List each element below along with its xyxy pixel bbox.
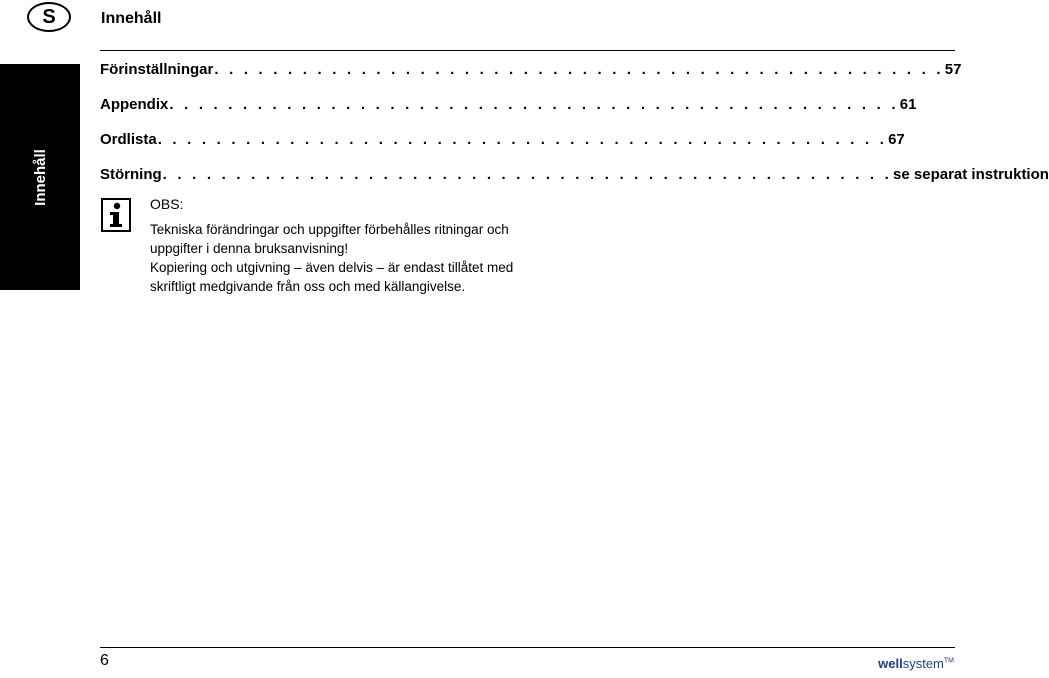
side-tab <box>0 64 80 290</box>
toc-entry-label: Appendix <box>100 96 169 113</box>
toc-leader-dots: . . . . . . . . . . . . . . . . . . . . . . . . . . . . . . . . . . . . . . . . . . . . . . . . . . <box>169 96 899 113</box>
toc-entry[interactable] <box>100 129 905 164</box>
brand-trademark: TM <box>943 657 954 665</box>
brand-part-2: system <box>902 656 944 671</box>
toc-entry-page: 57 <box>944 61 962 78</box>
notice-text: Kopiering och utgivning – även delvis – är endast tillåtet med skriftligt medgivande från oss och med källangivelse. <box>150 260 514 294</box>
toc-leader-dots: . . . . . . . . . . . . . . . . . . . . . . . . . . . . . . . . . . . . . . . . . . . . . . . . . . <box>214 61 944 78</box>
notice-title: OBS: <box>150 196 184 212</box>
language-badge <box>27 2 71 32</box>
table-of-contents <box>100 59 1049 199</box>
toc-leader-dots: . . . . . . . . . . . . . . . . . . . . . . . . . . . . . . . . . . . . . . . . . . . . . . . . . . <box>157 131 888 148</box>
page-number: 6 <box>100 652 109 669</box>
toc-entry-label: Förinställningar <box>100 61 214 78</box>
side-tab-label: Innehåll <box>31 148 49 206</box>
notice-text: Tekniska förändringar och uppgifter förbehålles ritningar och uppgifter i denna bruksanvisning! <box>150 222 509 256</box>
toc-entry[interactable] <box>100 94 917 129</box>
footer-divider <box>100 647 955 648</box>
header-divider <box>100 50 955 51</box>
page-title: Innehåll <box>101 10 162 27</box>
toc-entry-page: 61 <box>899 96 917 113</box>
toc-entry-page: se separat instruktion <box>893 166 1049 183</box>
toc-entry[interactable] <box>100 164 1049 199</box>
notice <box>150 195 520 296</box>
info-icon <box>101 198 131 232</box>
brand-part-1: well <box>878 656 903 671</box>
language-code: S <box>42 5 56 28</box>
toc-leader-dots: . . . . . . . . . . . . . . . . . . . . . . . . . . . . . . . . . . . . . . . . . . . . . . . . . . <box>162 166 893 183</box>
toc-entry-label: Störning <box>100 166 162 183</box>
toc-entry[interactable] <box>100 59 962 94</box>
brand-logo <box>878 656 954 671</box>
toc-entry-page: 67 <box>888 131 905 148</box>
toc-entry-label: Ordlista <box>100 131 157 148</box>
